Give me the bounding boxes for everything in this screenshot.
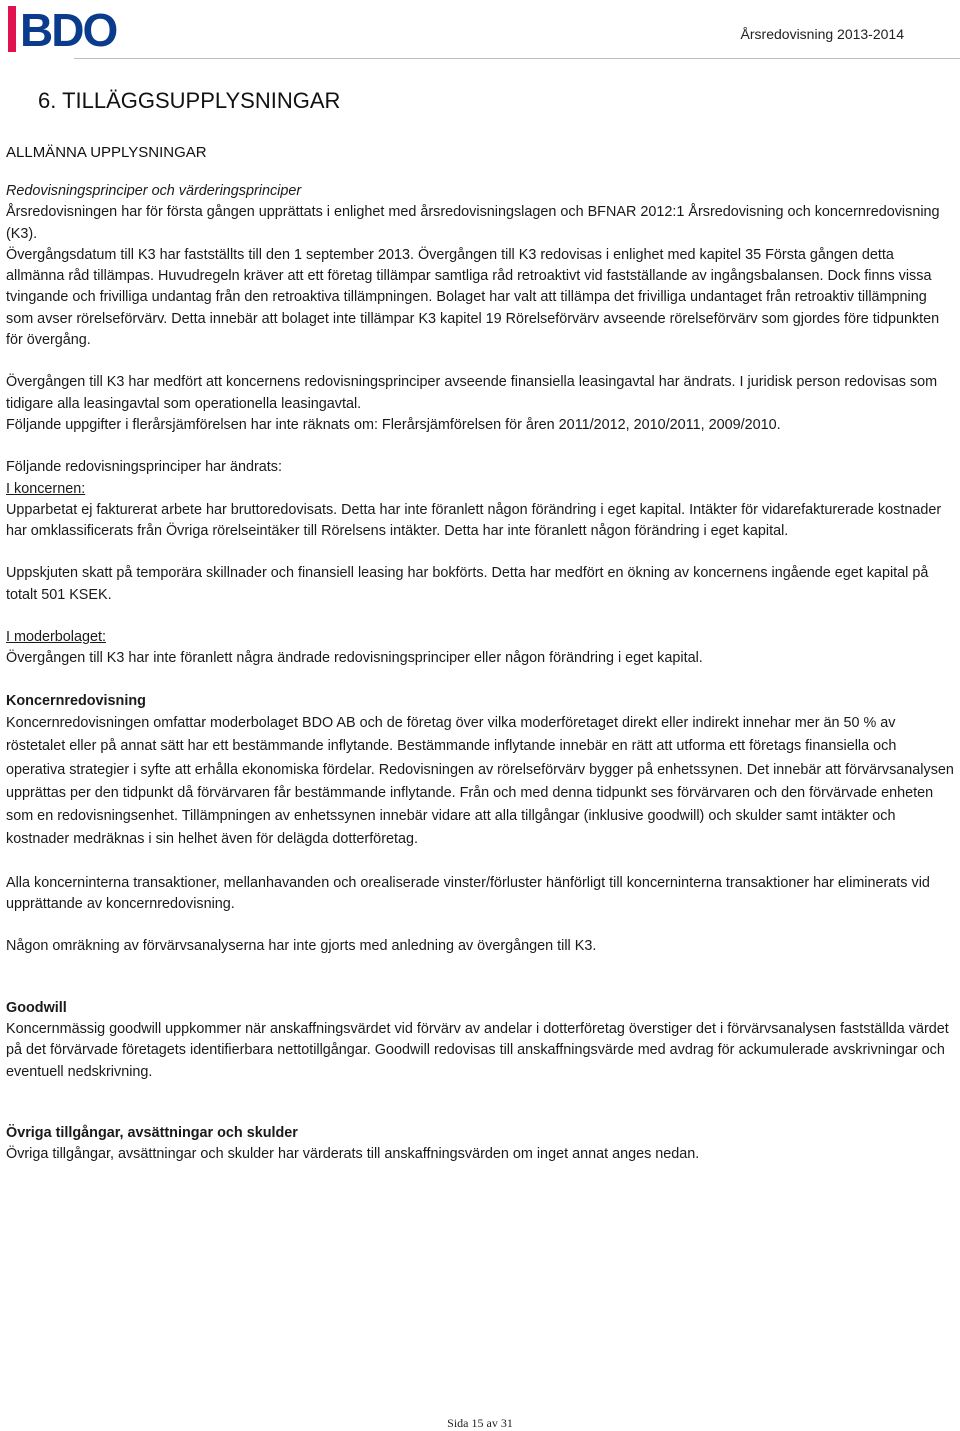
consolidation-paragraph-1: Koncernredovisningen omfattar moderbolaget BDO AB och de företag över vilka moderföretaget direkt eller indirekt innehar mer än 50 % av röstetalet eller på annat sätt har ett bestämmande inflytande. Bestämmande inflytande innebär en rätt att utforma ett företags finansiella och operativa strategier i syfte att erhålla ekonomiska fördelar. Redovisningen av rörelseförvärv bygger på enhetssynen. Det innebär att förvärvsanalysen upprättas per den tidpunkt då förvärvaren får bestämmande inflytande. Från och med denna tidpunkt ses förvärvaren och den förvärvade enheten som en redovisningsenhet. Tillämpningen av enhetssynen innebär vidare att alla tillgångar (inklusive goodwill) och skulder samt intäkter och kostnader medräknas i sin helhet även för delägda dotterföretag. (6, 714, 954, 848)
logo-text: BDO (20, 4, 117, 56)
parent-company-label: I moderbolaget: (6, 629, 106, 646)
section-title: 6. TILLÄGGSUPPLYSNINGAR (38, 88, 341, 113)
other-assets-paragraph: Övriga tillgångar, avsättningar och skulder har värderats till anskaffningsvärden om inget annat anges nedan. (6, 1146, 700, 1163)
principles-heading: Redovisningsprinciper och värderingsprinciper (6, 183, 302, 199)
goodwill-heading: Goodwill (6, 999, 67, 1016)
page-header (0, 0, 960, 60)
page-content (6, 86, 954, 1165)
principles-paragraph-4: Följande uppgifter i flerårsjämförelsen har inte räknats om: Flerårsjämförelsen för åren 2011/2012, 2010/2011, 2009/2010. (6, 416, 781, 433)
principles-paragraph-1: Årsredovisningen har för första gången upprättats i enlighet med årsredovisningslagen och BFNAR 2012:1 Årsredovisning och koncernredovisning (K3). (6, 204, 940, 242)
bdo-logo (6, 2, 146, 56)
group-paragraph-1: Upparbetat ej fakturerat arbete har bruttoredovisats. Detta har inte föranlett någon förändring i eget kapital. Intäkter för vidarefakturerade kostnader har omklassificerats från Övriga rörelseintäker till Rörelsens intäkter. Detta har inte föranlett någon förändring i eget kapital. (6, 501, 942, 540)
goodwill-paragraph: Koncernmässig goodwill uppkommer när anskaffningsvärdet vid förvärv av andelar i dotterföretag överstiger det i förvärvsanalysen fastställda värdet på det förvärvade företagets identifierbara nettotillgångar. Goodwill redovisas till anskaffningsvärde med avdrag för ackumulerade avskrivningar och eventuell nedskrivning. (6, 1020, 949, 1080)
document-title: Årsredovisning 2013-2014 (740, 26, 904, 42)
consolidation-paragraph-3: Någon omräkning av förvärvsanalyserna har inte gjorts med anledning av övergången till K3. (6, 938, 597, 955)
consolidation-heading: Koncernredovisning (6, 692, 146, 709)
page-number: Sida 15 av 31 (447, 1416, 513, 1430)
group-label: I koncernen: (6, 480, 86, 497)
parent-company-paragraph: Övergången till K3 har inte föranlett några ändrade redovisningsprinciper eller någon förändring i eget kapital. (6, 650, 703, 667)
principles-paragraph-3: Övergången till K3 har medfört att koncernens redovisningsprinciper avseende finansiella leasingavtal har ändrats. I juridisk person redovisas som tidigare alla leasingavtal som operationella leasingavtal. (6, 374, 938, 412)
other-assets-heading: Övriga tillgångar, avsättningar och skulder (6, 1124, 298, 1141)
changed-principles-intro: Följande redovisningsprinciper har ändrats: (6, 459, 282, 476)
group-paragraph-2: Uppskjuten skatt på temporära skillnader och finansiell leasing har bokförts. Detta har medfört en ökning av koncernens ingående eget kapital på totalt 501 KSEK. (6, 565, 929, 603)
principles-paragraph-2: Övergångsdatum till K3 har fastställts till den 1 september 2013. Övergången till K3 redovisas i enlighet med kapitel 35 Första gången detta allmänna råd tillämpas. Huvudregeln kräver att ett företag tillämpar samtliga råd retroaktivt vid fastställande av ingångsbalansen. Dock finns vissa tvingande och frivilliga undantag från den retroaktiva tillämpningen. Bolaget har valt att tillämpa det frivilliga undantaget från retroaktiv tillämpning som avser rörelseförvärv. Detta innebär att bolaget inte tillämpar K3 kapitel 19 Rörelseförvärv avseende rörelseförvärv som gjordes före tidpunkten för övergång. (6, 246, 940, 349)
general-heading: ALLMÄNNA UPPLYSNINGAR (6, 144, 207, 161)
header-divider (74, 58, 960, 59)
consolidation-paragraph-2: Alla koncerninterna transaktioner, mellanhavanden och orealiserade vinster/förluster hänförligt till koncerninterna transaktioner har eliminerats vid upprättande av koncernredovisning. (6, 874, 930, 913)
